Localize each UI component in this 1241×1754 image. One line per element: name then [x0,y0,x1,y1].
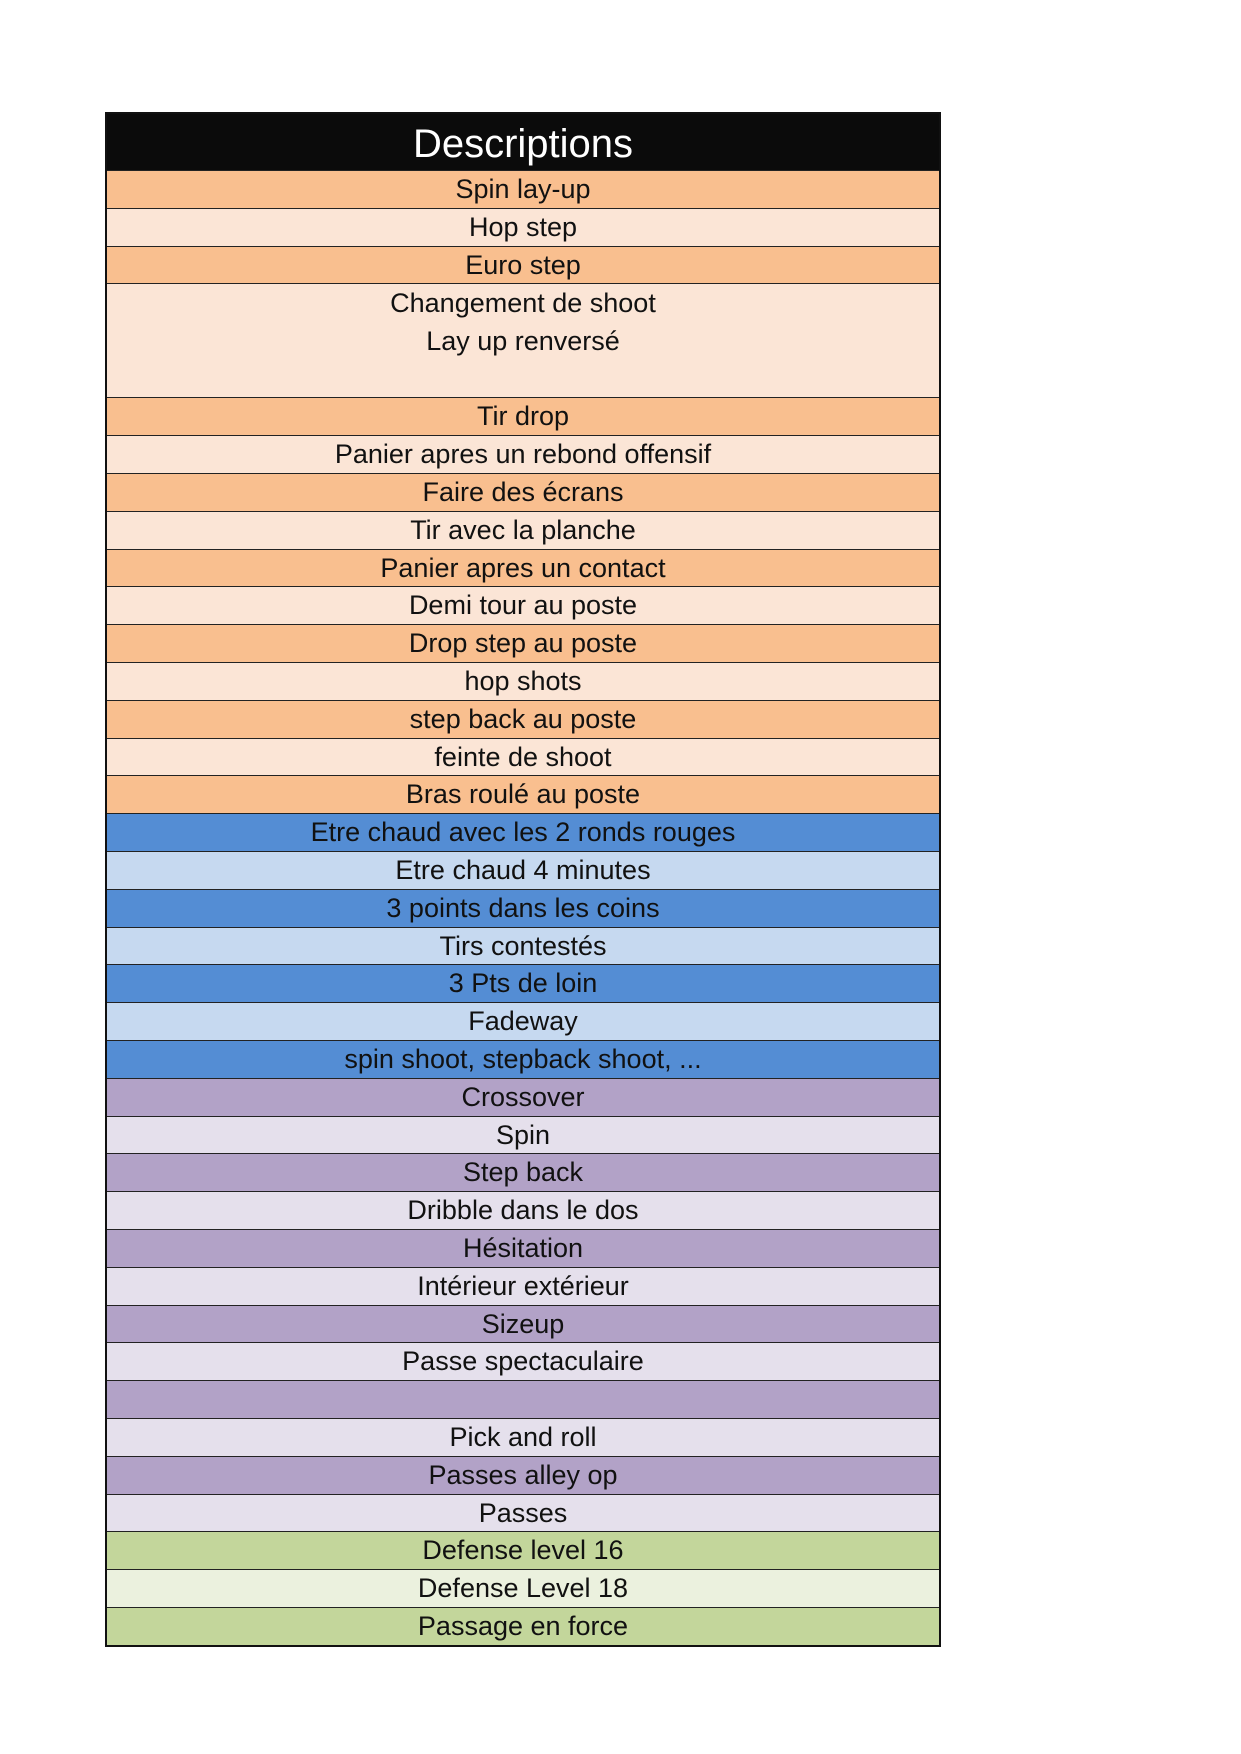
row-text: feinte de shoot [434,741,612,772]
table-body [107,170,939,1645]
table-row [107,170,939,208]
table-row [107,775,939,813]
row-text: Faire des écrans [422,476,624,507]
table-row [107,1342,939,1380]
table-row [107,927,939,965]
table-row [107,700,939,738]
table-row [107,1267,939,1305]
row-text: hop shots [464,665,582,696]
table-row [107,813,939,851]
table-row [107,1116,939,1154]
row-text: Intérieur extérieur [417,1270,629,1301]
table-row [107,738,939,776]
table-row [107,1040,939,1078]
table-row [107,1078,939,1116]
row-text: Demi tour au poste [408,590,638,621]
table-row [107,1229,939,1267]
table-row [107,1494,939,1532]
row-text: Tirs contestés [439,930,607,961]
table-row [107,1418,939,1456]
row-text: Changement de shoot [390,288,656,319]
row-text: Hésitation [462,1232,584,1263]
row-text: Etre chaud 4 minutes [395,854,651,885]
row-text: spin shoot, stepback shoot, ... [344,1043,702,1074]
row-text: 3 points dans les coins [386,892,660,923]
table-row [107,549,939,587]
table-row [107,397,939,435]
row-text: Passes alley op [428,1459,618,1490]
row-text: Spin [495,1119,551,1150]
table-row [107,435,939,473]
table-row [107,586,939,624]
row-text: Dribble dans le dos [407,1195,639,1226]
table-row [107,1002,939,1040]
row-text: Passage en force [417,1610,629,1641]
row-text: Panier apres un contact [380,552,666,583]
table-row [107,511,939,549]
descriptions-table [105,112,941,1647]
table-row [107,624,939,662]
table-row [107,1380,939,1418]
row-text: Tir avec la planche [410,514,636,545]
row-text: Defense Level 18 [417,1573,629,1604]
table-row [107,851,939,889]
row-text: Defense level 16 [422,1535,624,1566]
row-text: Bras roulé au poste [405,779,641,810]
table-row [107,473,939,511]
row-text: Panier apres un rebond offensif [334,439,712,470]
row-text: Lay up renversé [426,326,620,357]
row-text: Crossover [461,1081,585,1112]
table-row [107,246,939,284]
row-text: 3 Pts de loin [448,968,598,999]
row-text: step back au poste [409,703,637,734]
table-row [107,1607,939,1645]
table-row [107,1191,939,1229]
row-text: Passes [478,1497,568,1528]
table-row [107,1305,939,1343]
table-row [107,1153,939,1191]
table-row [107,889,939,927]
row-text: Drop step au poste [408,628,638,659]
row-text: Tir drop [476,401,570,432]
row-text: Passe spectaculaire [402,1346,644,1377]
row-text: Spin lay-up [455,174,591,204]
table-header: Descriptions [107,112,939,170]
row-text: Fadeway [468,1006,578,1037]
table-row [107,283,939,397]
row-text: Hop step [468,211,578,242]
table-row [107,208,939,246]
table-row [107,1569,939,1607]
table-row [107,1456,939,1494]
table-row [107,662,939,700]
row-text: Sizeup [481,1308,565,1339]
row-text: Step back [462,1157,584,1188]
row-text: Etre chaud avec les 2 ronds rouges [310,817,736,848]
row-text: Euro step [465,249,581,280]
row-text: Pick and roll [449,1421,597,1452]
table-row [107,1531,939,1569]
table-row [107,964,939,1002]
